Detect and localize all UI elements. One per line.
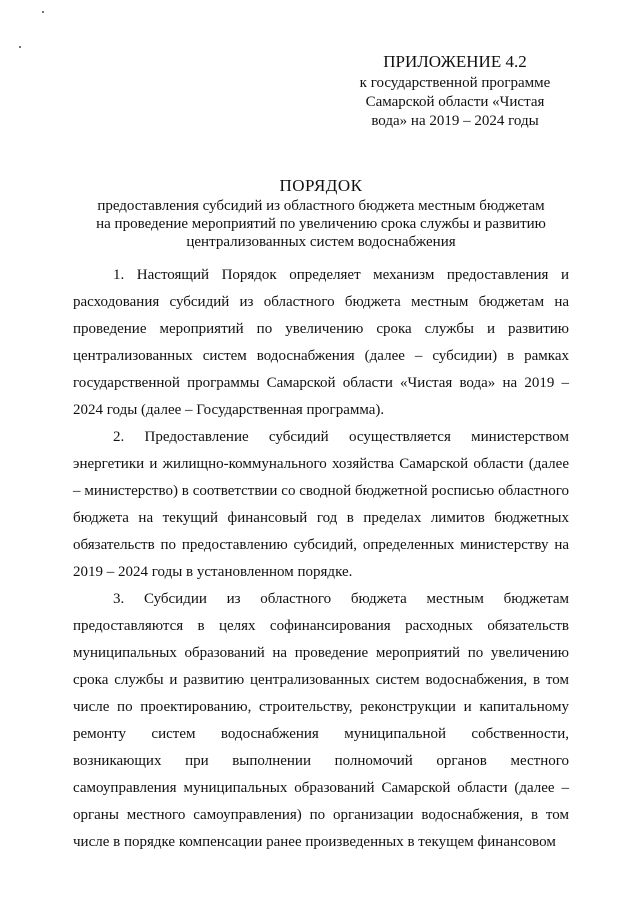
annex-block — [350, 50, 560, 131]
heading-line: на проведение мероприятий по увеличению срока службы и развитию — [96, 216, 546, 232]
annex-line: вода» на 2019 – 2024 годы — [371, 113, 539, 129]
paragraph-1: 1. Настоящий Порядок определяет механизм предоставления и расходования субсидий из областного бюджета местным бюджетам на проведение мероприятий по увеличению срока службы и развитию централизованных систем водоснабжения (далее – субсидии) в рамках государственной программы Самарской области «Чистая вода» на 2019 – 2024 годы (далее – Государственная программа). — [73, 267, 569, 418]
scan-speck — [19, 46, 21, 48]
document-heading — [60, 175, 582, 251]
scan-speck — [42, 11, 44, 13]
paragraph-3: 3. Субсидии из областного бюджета местным бюджетам предоставляются в целях софинансирования расходных обязательств муниципальных образований на проведение мероприятий по увеличению срока службы и развитию централизованных систем водоснабжения, в том числе по проектированию, строительству, реконструкции и капитальному ремонту систем водоснабжения муниципальной собственности, возникающих при выполнении полномочий органов местного самоуправления муниципальных образований Самарской области (далее – органы местного самоуправления) по организации водоснабжения, в том числе в порядке компенсации ранее произведенных в текущем финансовом — [73, 591, 569, 850]
document-body — [73, 262, 569, 856]
annex-title: ПРИЛОЖЕНИЕ 4.2 — [383, 52, 527, 71]
heading-line: предоставления субсидий из областного бюджета местным бюджетам — [97, 198, 545, 214]
annex-line: Самарской области «Чистая — [365, 94, 545, 110]
heading-title: ПОРЯДОК — [279, 176, 363, 195]
annex-line: к государственной программе — [359, 75, 551, 91]
paragraph-2: 2. Предоставление субсидий осуществляется министерством энергетики и жилищно-коммунального хозяйства Самарской области (далее – министерство) в соответствии со сводной бюджетной росписью областного бюджета на текущий финансовый год в пределах лимитов бюджетных обязательств по предоставлению субсидий, определенных министерству на 2019 – 2024 годы в установленном порядке. — [73, 429, 569, 580]
heading-line: централизованных систем водоснабжения — [186, 234, 456, 250]
